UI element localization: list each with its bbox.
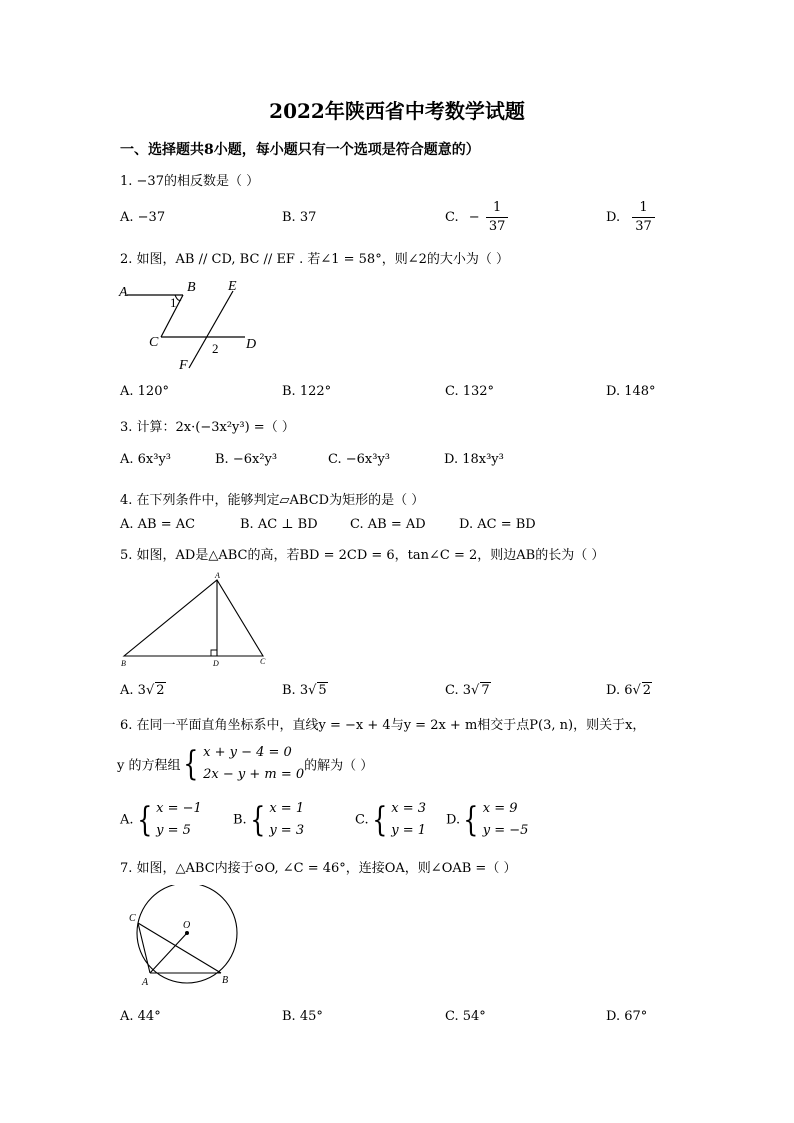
- left-brace: {: [183, 744, 199, 784]
- segment-ef: [189, 291, 233, 368]
- question-7-option-a: A. 44°: [120, 1009, 161, 1024]
- label-d: D: [246, 337, 257, 352]
- right-triangle-figure: [118, 570, 278, 670]
- label-d: D: [213, 659, 219, 668]
- solution-x: x = 3: [391, 801, 427, 816]
- label-angle-1: 1: [170, 295, 177, 310]
- option-c-fraction: [486, 199, 509, 236]
- question-1-stem: 1. −37的相反数是（ ）: [120, 174, 260, 189]
- question-6-stem-line-1: 6. 在同一平面直角坐标系中，直线y = −x + 4与y = 2x + m相交于点P(3, n)，则关于x，: [120, 718, 646, 733]
- question-2-option-a: A. 120°: [120, 384, 169, 399]
- solution-y: y = 5: [156, 823, 191, 838]
- equation-2: 2x − y + m = 0: [203, 767, 305, 782]
- option-d-label: D.: [606, 210, 621, 225]
- solution-system: [156, 798, 202, 842]
- option-label: B.: [233, 812, 247, 828]
- question-2-stem: 2. 如图，AB // CD, BC // EF . 若∠1 = 58°，则∠2的大小为（ ）: [120, 252, 510, 267]
- question-1-option-b: B. 37: [282, 210, 317, 225]
- label-c: C: [149, 335, 159, 350]
- question-1-option-c: [445, 199, 510, 236]
- question-6-option-b: [233, 798, 304, 842]
- label-c: C: [129, 913, 136, 924]
- option-label: B. 3: [282, 683, 309, 698]
- label-b: B: [121, 659, 126, 668]
- stem-prefix: y 的方程组: [117, 758, 181, 774]
- equation-system: [203, 742, 304, 786]
- question-1-option-d: [606, 199, 657, 236]
- solution-system: [391, 798, 426, 842]
- question-3-option-a: A. 6x³y³: [120, 452, 172, 467]
- label-a: A: [215, 571, 220, 580]
- label-o: O: [183, 920, 191, 931]
- solution-x: x = 1: [269, 801, 305, 816]
- triangle-abc: [124, 580, 263, 656]
- question-4-option-c: C. AB = AD: [350, 517, 426, 532]
- question-3-option-c: C. −6x³y³: [328, 452, 391, 467]
- left-brace: {: [136, 800, 152, 840]
- label-a: A: [119, 285, 128, 300]
- question-4-option-b: B. AC ⊥ BD: [240, 517, 318, 532]
- segment-oa: [150, 933, 187, 973]
- question-7-option-d: D. 67°: [606, 1009, 648, 1024]
- question-4-option-a: A. AB = AC: [120, 517, 196, 532]
- question-7-option-c: C. 54°: [445, 1009, 486, 1024]
- stem-suffix: 的解为（ ）: [304, 758, 374, 774]
- question-2-option-b: B. 122°: [282, 384, 332, 399]
- radicand: 7: [481, 683, 490, 698]
- fraction-numerator: 1: [632, 199, 655, 218]
- inscribed-triangle-figure: [125, 885, 245, 990]
- radicand: 5: [318, 683, 327, 698]
- question-5-stem: 5. 如图，AD是△ABC的高，若BD = 2CD = 6，tan∠C = 2，则边AB的长为（ ）: [120, 548, 605, 563]
- label-a: A: [142, 977, 149, 988]
- segment-cb: [138, 923, 221, 973]
- option-c-sign: −: [468, 210, 480, 225]
- question-6-option-c: [355, 798, 426, 842]
- radical-sign: √: [471, 683, 480, 698]
- solution-system: [483, 798, 529, 842]
- question-5-option-d: [606, 683, 652, 698]
- section-heading: 一、选择题共8小题，每小题只有一个选项是符合题意的）: [120, 142, 480, 158]
- option-label: A.: [120, 812, 134, 828]
- question-5-option-c: [445, 683, 491, 698]
- solution-y: y = 1: [391, 823, 427, 838]
- label-e: E: [228, 279, 237, 294]
- equation-1: x + y − 4 = 0: [203, 745, 292, 760]
- label-b: B: [222, 975, 229, 986]
- question-2-option-d: D. 148°: [606, 384, 656, 399]
- fraction-denominator: 37: [635, 219, 652, 234]
- question-5-option-b: [282, 683, 328, 698]
- fraction-denominator: 37: [488, 219, 506, 234]
- question-4-stem: 4. 在下列条件中，能够判定▱ABCD为矩形的是（ ）: [120, 493, 425, 508]
- solution-x: x = −1: [156, 801, 202, 816]
- question-6-option-d: [446, 798, 528, 842]
- question-6-stem-line-2: [117, 742, 373, 786]
- label-b: B: [187, 280, 196, 295]
- question-5-option-a: [120, 683, 166, 698]
- left-brace: {: [463, 800, 479, 840]
- option-label: D.: [446, 812, 461, 828]
- option-label: D. 6: [606, 683, 633, 698]
- label-f: F: [179, 358, 188, 372]
- question-4-option-d: D. AC = BD: [459, 517, 536, 532]
- option-label: A. 3: [120, 683, 146, 698]
- solution-x: x = 9: [482, 801, 518, 816]
- question-3-option-d: D. 18x³y³: [444, 452, 504, 467]
- option-label: C.: [355, 812, 369, 828]
- radical-sign: √: [308, 683, 317, 698]
- question-7-stem: 7. 如图，△ABC内接于⊙O, ∠C = 46°，连接OA，则∠OAB =（ ）: [120, 861, 517, 876]
- option-c-label: C.: [445, 210, 459, 225]
- radicand: 2: [156, 683, 165, 698]
- option-d-fraction: [632, 199, 655, 236]
- fraction-numerator: 1: [486, 199, 509, 218]
- left-brace: {: [371, 800, 388, 840]
- exam-title: 2022年陕西省中考数学试题: [269, 99, 525, 123]
- question-2-option-c: C. 132°: [445, 384, 495, 399]
- solution-y: y = 3: [269, 823, 305, 838]
- radical-sign: √: [632, 683, 641, 698]
- center-point: [185, 931, 189, 935]
- label-c: C: [260, 657, 266, 666]
- question-1-option-a: A. −37: [120, 210, 166, 225]
- question-3-stem: 3. 计算：2x·(−3x²y³) =（ ）: [120, 420, 295, 435]
- solution-system: [269, 798, 304, 842]
- question-6-option-a: [120, 798, 202, 842]
- right-angle-mark: [211, 650, 217, 656]
- radicand: 2: [642, 683, 652, 698]
- option-label: C. 3: [445, 683, 472, 698]
- label-angle-2: 2: [212, 341, 219, 356]
- parallel-lines-figure: [115, 276, 265, 372]
- solution-y: y = −5: [482, 823, 529, 838]
- left-brace: {: [249, 800, 266, 840]
- radical-sign: √: [145, 683, 155, 698]
- question-7-option-b: B. 45°: [282, 1009, 323, 1024]
- question-3-option-b: B. −6x²y³: [215, 452, 278, 467]
